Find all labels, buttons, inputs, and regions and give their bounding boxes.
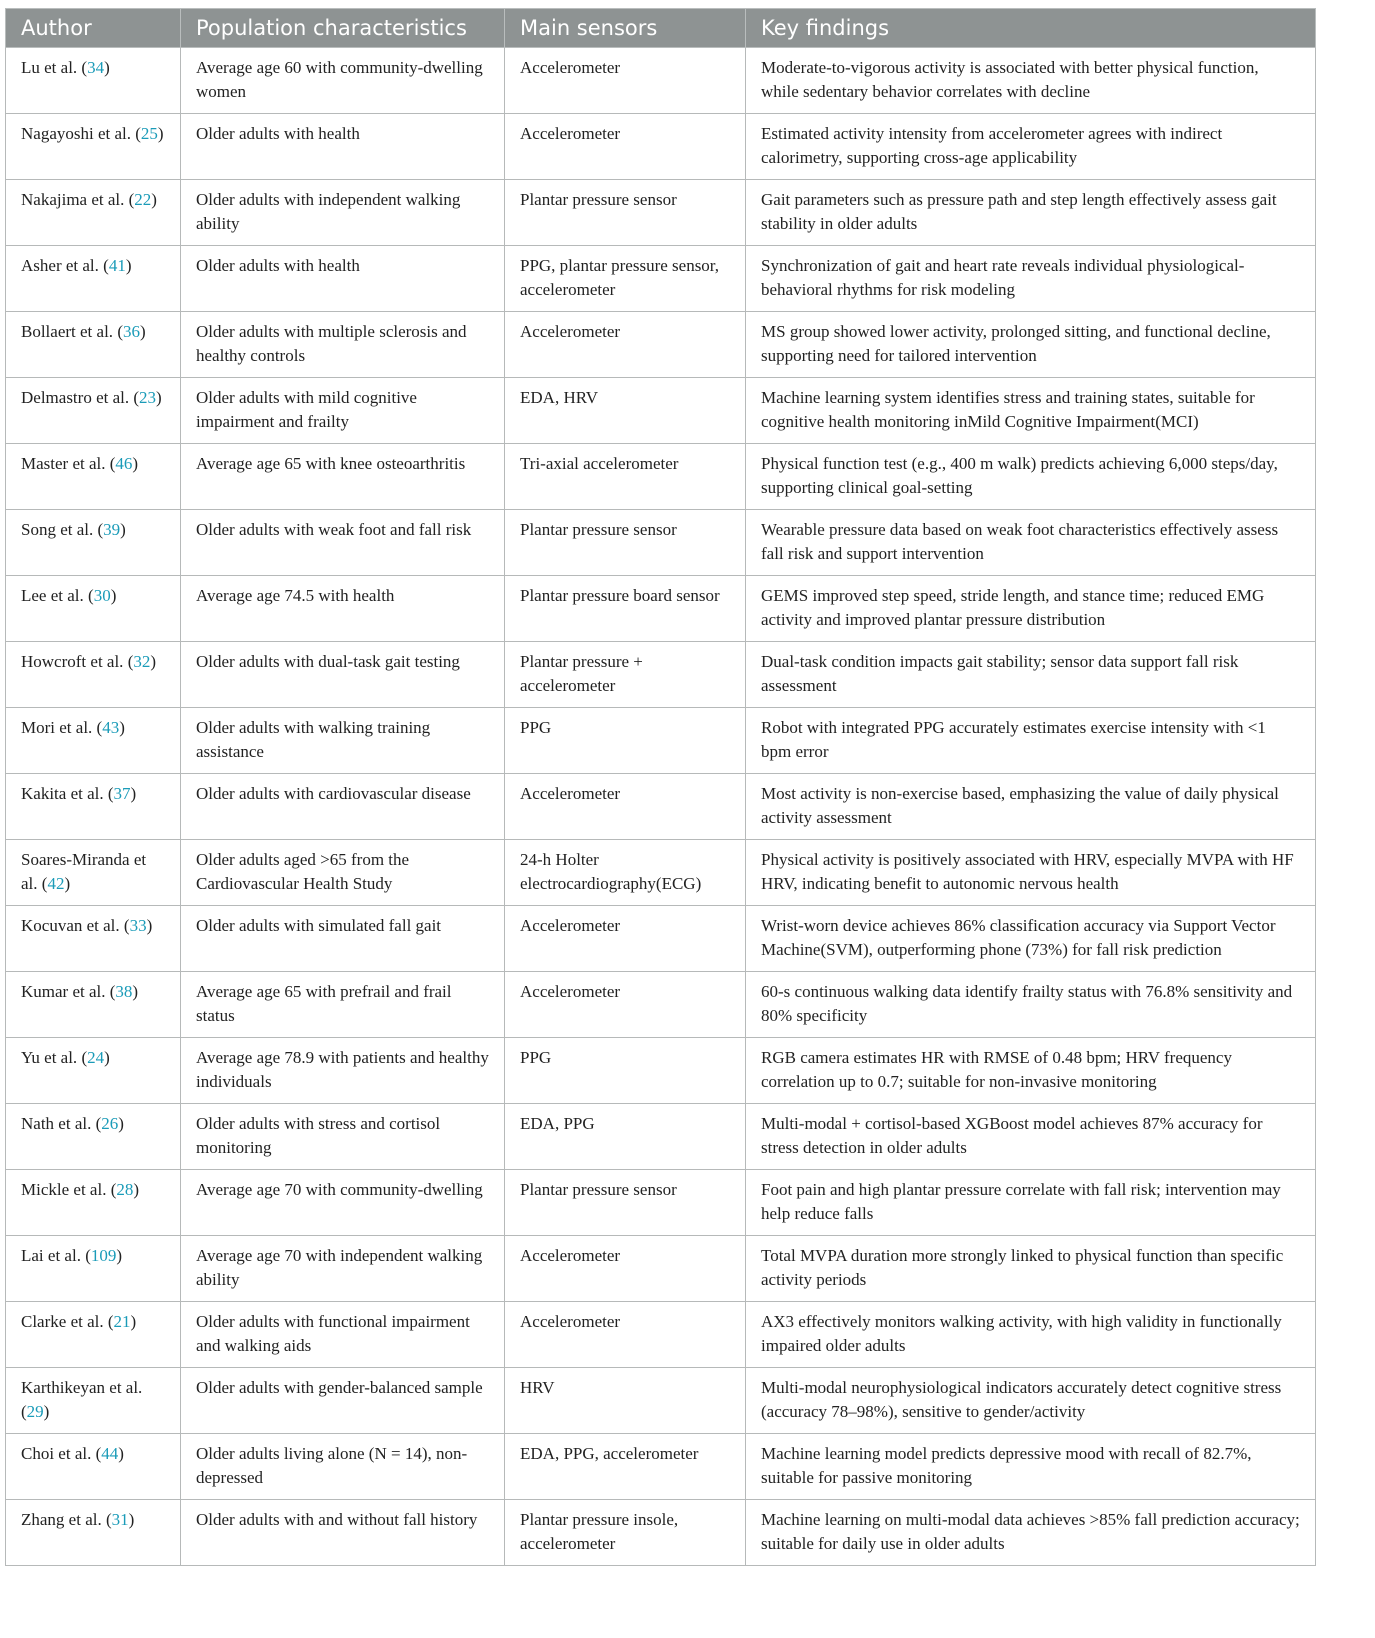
table-row: [6, 1236, 1316, 1302]
reference-link[interactable]: 21: [113, 1312, 131, 1331]
author-cell: Song et al. (39): [6, 510, 181, 576]
author-cell: Howcroft et al. (32): [6, 642, 181, 708]
author-cell: Mickle et al. (28): [6, 1170, 181, 1236]
table-row: [6, 1500, 1316, 1566]
reference-link[interactable]: 28: [116, 1180, 134, 1199]
header-population: Population characteristics: [181, 9, 505, 48]
table-row: [6, 1104, 1316, 1170]
sensors-cell: Accelerometer: [505, 114, 746, 180]
reference-link[interactable]: 37: [113, 784, 131, 803]
author-cell: Kumar et al. (38): [6, 972, 181, 1038]
sensors-cell: Tri-axial accelerometer: [505, 444, 746, 510]
author-name: Bollaert et al.: [21, 322, 114, 341]
reference-link[interactable]: 30: [93, 586, 111, 605]
reference-link[interactable]: 42: [47, 874, 65, 893]
sensors-cell: Accelerometer: [505, 1302, 746, 1368]
population-cell: Average age 65 with prefrail and frail status: [181, 972, 505, 1038]
findings-cell: RGB camera estimates HR with RMSE of 0.48 bpm; HRV frequency correlation up to 0.7; suitable for non-invasive monitoring: [746, 1038, 1316, 1104]
population-cell: Older adults with walking training assistance: [181, 708, 505, 774]
findings-cell: Estimated activity intensity from accelerometer agrees with indirect calorimetry, supporting cross-age applicability: [746, 114, 1316, 180]
table-row: [6, 774, 1316, 840]
findings-cell: Machine learning on multi-modal data achieves >85% fall prediction accuracy; suitable for daily use in older adults: [746, 1500, 1316, 1566]
population-cell: Older adults with stress and cortisol monitoring: [181, 1104, 505, 1170]
reference-link[interactable]: 109: [90, 1246, 117, 1265]
author-cell: Delmastro et al. (23): [6, 378, 181, 444]
author-cell: Nagayoshi et al. (25): [6, 114, 181, 180]
author-cell: Lai et al. (109): [6, 1236, 181, 1302]
sensors-cell: PPG: [505, 708, 746, 774]
sensors-cell: Plantar pressure sensor: [505, 1170, 746, 1236]
population-cell: Older adults with dual-task gait testing: [181, 642, 505, 708]
author-name: Kocuvan et al.: [21, 916, 120, 935]
sensors-cell: Plantar pressure + accelerometer: [505, 642, 746, 708]
author-name: Mori et al.: [21, 718, 93, 737]
reference-link[interactable]: 22: [134, 190, 152, 209]
author-cell: Clarke et al. (21): [6, 1302, 181, 1368]
author-name: Lai et al.: [21, 1246, 81, 1265]
population-cell: Average age 65 with knee osteoarthritis: [181, 444, 505, 510]
author-name: Soares-Miranda et al.: [21, 850, 147, 893]
findings-cell: Foot pain and high plantar pressure correlate with fall risk; intervention may help reduce falls: [746, 1170, 1316, 1236]
reference-link[interactable]: 24: [87, 1048, 105, 1067]
findings-cell: MS group showed lower activity, prolonged sitting, and functional decline, supporting need for tailored intervention: [746, 312, 1316, 378]
author-name: Zhang et al.: [21, 1510, 102, 1529]
findings-cell: Most activity is non-exercise based, emphasizing the value of daily physical activity assessment: [746, 774, 1316, 840]
author-name: Mickle et al.: [21, 1180, 107, 1199]
author-cell: Karthikeyan et al. (29): [6, 1368, 181, 1434]
findings-cell: Robot with integrated PPG accurately estimates exercise intensity with <1 bpm error: [746, 708, 1316, 774]
sensors-cell: Accelerometer: [505, 972, 746, 1038]
table-row: [6, 510, 1316, 576]
population-cell: Older adults with multiple sclerosis and healthy controls: [181, 312, 505, 378]
author-cell: Choi et al. (44): [6, 1434, 181, 1500]
author-cell: Nakajima et al. (22): [6, 180, 181, 246]
table-row: [6, 312, 1316, 378]
author-name: Karthikeyan et al.: [21, 1378, 143, 1397]
population-cell: Older adults with and without fall history: [181, 1500, 505, 1566]
author-name: Nagayoshi et al.: [21, 124, 131, 143]
findings-cell: Wrist-worn device achieves 86% classification accuracy via Support Vector Machine(SVM), outperforming phone (73%) for fall risk prediction: [746, 906, 1316, 972]
table-row: [6, 1434, 1316, 1500]
sensors-cell: Accelerometer: [505, 48, 746, 114]
table-row: [6, 180, 1316, 246]
reference-link[interactable]: 44: [101, 1444, 119, 1463]
table-row: [6, 246, 1316, 312]
table-row: [6, 1170, 1316, 1236]
author-name: Asher et al.: [21, 256, 99, 275]
population-cell: Older adults with simulated fall gait: [181, 906, 505, 972]
author-name: Howcroft et al.: [21, 652, 124, 671]
author-name: Lee et al.: [21, 586, 84, 605]
sensors-cell: Accelerometer: [505, 1236, 746, 1302]
sensors-cell: Plantar pressure sensor: [505, 510, 746, 576]
population-cell: Older adults aged >65 from the Cardiovascular Health Study: [181, 840, 505, 906]
table-row: [6, 708, 1316, 774]
population-cell: Average age 78.9 with patients and healthy individuals: [181, 1038, 505, 1104]
findings-cell: Machine learning system identifies stress and training states, suitable for cognitive health monitoring inMild Cognitive Impairment(MCI): [746, 378, 1316, 444]
reference-link[interactable]: 41: [108, 256, 126, 275]
author-cell: Zhang et al. (31): [6, 1500, 181, 1566]
reference-link[interactable]: 46: [115, 454, 133, 473]
population-cell: Average age 70 with independent walking ability: [181, 1236, 505, 1302]
table-row: [6, 906, 1316, 972]
sensors-cell: Accelerometer: [505, 312, 746, 378]
author-cell: Nath et al. (26): [6, 1104, 181, 1170]
table-row: [6, 1368, 1316, 1434]
population-cell: Average age 60 with community-dwelling women: [181, 48, 505, 114]
sensors-cell: EDA, HRV: [505, 378, 746, 444]
population-cell: Older adults with functional impairment and walking aids: [181, 1302, 505, 1368]
population-cell: Older adults with health: [181, 246, 505, 312]
reference-link[interactable]: 38: [115, 982, 133, 1001]
sensors-cell: Plantar pressure sensor: [505, 180, 746, 246]
table-row: [6, 840, 1316, 906]
author-name: Yu et al.: [21, 1048, 78, 1067]
reference-link[interactable]: 43: [102, 718, 120, 737]
reference-link[interactable]: 26: [101, 1114, 119, 1133]
author-name: Kakita et al.: [21, 784, 104, 803]
table-body: [6, 48, 1316, 1566]
population-cell: Older adults with cardiovascular disease: [181, 774, 505, 840]
sensors-cell: PPG, plantar pressure sensor, accelerometer: [505, 246, 746, 312]
reference-link[interactable]: 33: [129, 916, 147, 935]
population-cell: Average age 74.5 with health: [181, 576, 505, 642]
author-name: Song et al.: [21, 520, 94, 539]
findings-cell: AX3 effectively monitors walking activity, with high validity in functionally impaired older adults: [746, 1302, 1316, 1368]
findings-cell: Total MVPA duration more strongly linked to physical function than specific activity periods: [746, 1236, 1316, 1302]
table-row: [6, 1302, 1316, 1368]
table-row: [6, 378, 1316, 444]
sensors-cell: Plantar pressure insole, accelerometer: [505, 1500, 746, 1566]
author-cell: Asher et al. (41): [6, 246, 181, 312]
author-name: Delmastro et al.: [21, 388, 130, 407]
findings-cell: Machine learning model predicts depressive mood with recall of 82.7%, suitable for passive monitoring: [746, 1434, 1316, 1500]
author-cell: Bollaert et al. (36): [6, 312, 181, 378]
findings-cell: Physical function test (e.g., 400 m walk) predicts achieving 6,000 steps/day, supporting clinical goal-setting: [746, 444, 1316, 510]
author-cell: Lu et al. (34): [6, 48, 181, 114]
population-cell: Older adults with weak foot and fall risk: [181, 510, 505, 576]
reference-link[interactable]: 39: [103, 520, 121, 539]
sensors-cell: EDA, PPG, accelerometer: [505, 1434, 746, 1500]
sensors-cell: PPG: [505, 1038, 746, 1104]
author-name: Nath et al.: [21, 1114, 92, 1133]
population-cell: Older adults with independent walking ability: [181, 180, 505, 246]
sensors-cell: Plantar pressure board sensor: [505, 576, 746, 642]
findings-cell: Multi-modal + cortisol-based XGBoost model achieves 87% accuracy for stress detection in older adults: [746, 1104, 1316, 1170]
findings-cell: 60-s continuous walking data identify frailty status with 76.8% sensitivity and 80% specificity: [746, 972, 1316, 1038]
population-cell: Older adults living alone (N = 14), non-depressed: [181, 1434, 505, 1500]
reference-link[interactable]: 32: [133, 652, 151, 671]
author-name: Clarke et al.: [21, 1312, 104, 1331]
findings-cell: Physical activity is positively associated with HRV, especially MVPA with HF HRV, indicating benefit to autonomic nervous health: [746, 840, 1316, 906]
header-author: Author: [6, 9, 181, 48]
author-cell: Master et al. (46): [6, 444, 181, 510]
table-row: [6, 1038, 1316, 1104]
table-row: [6, 576, 1316, 642]
header-findings: Key findings: [746, 9, 1316, 48]
table-row: [6, 48, 1316, 114]
author-name: Choi et al.: [21, 1444, 92, 1463]
population-cell: Older adults with gender-balanced sample: [181, 1368, 505, 1434]
author-cell: Kocuvan et al. (33): [6, 906, 181, 972]
reference-link[interactable]: 31: [111, 1510, 129, 1529]
author-cell: Mori et al. (43): [6, 708, 181, 774]
findings-cell: GEMS improved step speed, stride length, and stance time; reduced EMG activity and improved plantar pressure distribution: [746, 576, 1316, 642]
findings-cell: Wearable pressure data based on weak foot characteristics effectively assess fall risk and support intervention: [746, 510, 1316, 576]
findings-cell: Multi-modal neurophysiological indicators accurately detect cognitive stress (accuracy 78–98%), sensitive to gender/activity: [746, 1368, 1316, 1434]
population-cell: Older adults with health: [181, 114, 505, 180]
author-cell: Lee et al. (30): [6, 576, 181, 642]
sensors-cell: EDA, PPG: [505, 1104, 746, 1170]
author-name: Lu et al.: [21, 58, 78, 77]
author-cell: Kakita et al. (37): [6, 774, 181, 840]
reference-link[interactable]: 23: [139, 388, 157, 407]
findings-cell: Dual-task condition impacts gait stability; sensor data support fall risk assessment: [746, 642, 1316, 708]
table-row: [6, 444, 1316, 510]
author-name: Master et al.: [21, 454, 106, 473]
header-row: [6, 9, 1316, 48]
table-row: [6, 642, 1316, 708]
reference-link[interactable]: 29: [26, 1402, 44, 1421]
reference-link[interactable]: 36: [122, 322, 140, 341]
population-cell: Older adults with mild cognitive impairment and frailty: [181, 378, 505, 444]
findings-cell: Synchronization of gait and heart rate reveals individual physiological-behavioral rhythms for risk modeling: [746, 246, 1316, 312]
studies-table: [5, 8, 1316, 1566]
sensors-cell: Accelerometer: [505, 906, 746, 972]
findings-cell: Gait parameters such as pressure path and step length effectively assess gait stability in older adults: [746, 180, 1316, 246]
author-name: Nakajima et al.: [21, 190, 125, 209]
table-row: [6, 972, 1316, 1038]
table-row: [6, 114, 1316, 180]
author-cell: Yu et al. (24): [6, 1038, 181, 1104]
reference-link[interactable]: 25: [140, 124, 158, 143]
author-cell: Soares-Miranda et al. (42): [6, 840, 181, 906]
sensors-cell: HRV: [505, 1368, 746, 1434]
sensors-cell: Accelerometer: [505, 774, 746, 840]
author-name: Kumar et al.: [21, 982, 106, 1001]
findings-cell: Moderate-to-vigorous activity is associated with better physical function, while sedentary behavior correlates with decline: [746, 48, 1316, 114]
population-cell: Average age 70 with community-dwelling: [181, 1170, 505, 1236]
sensors-cell: 24-h Holter electrocardiography(ECG): [505, 840, 746, 906]
header-sensors: Main sensors: [505, 9, 746, 48]
reference-link[interactable]: 34: [87, 58, 105, 77]
